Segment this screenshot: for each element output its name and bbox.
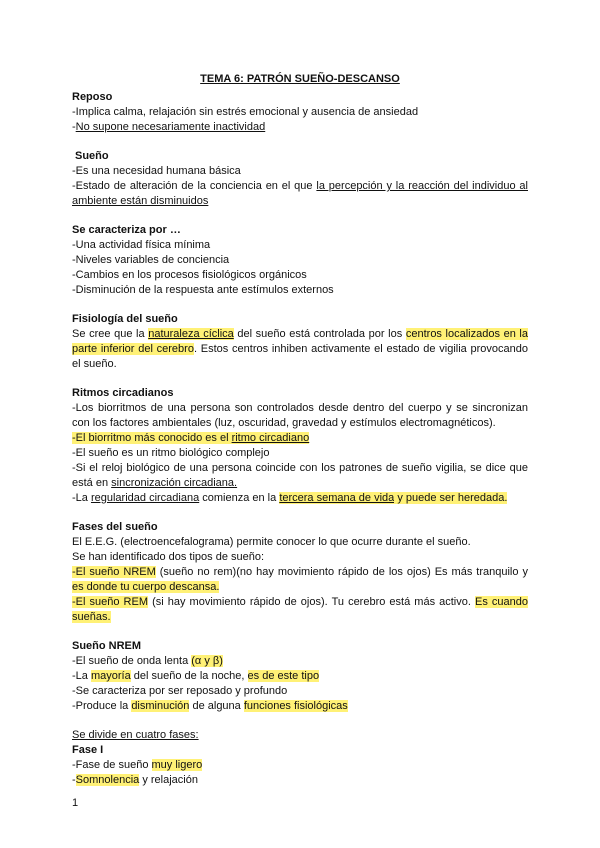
highlighted-text: es de este tipo xyxy=(247,670,320,682)
nrem-line-3: -Se caracteriza por ser reposado y profundo xyxy=(72,685,288,697)
sueno-line-2: -Estado de alteración de la conciencia en el que la percepción y la reacción del individuo al ambiente están disminuidos xyxy=(72,180,528,207)
fases-line-1: El E.E.G. (electroencefalograma) permite conocer lo que ocurre durante el sueño. xyxy=(72,536,471,548)
highlighted-text: y puede ser heredada. xyxy=(394,492,508,504)
caracteriza-item: -Cambios en los procesos fisiológicos orgánicos xyxy=(72,269,307,281)
highlighted-text: (α y β) xyxy=(191,655,223,667)
fisiologia-paragraph: Se cree que la naturaleza cíclica del sueño está controlada por los centros localizados en la parte inferior del cerebro. Estos centros inhiben activamente el estado de vigilia provocando el sueño. xyxy=(72,328,529,370)
reposo-line-1: -Implica calma, relajación sin estrés emocional y ausencia de ansiedad xyxy=(72,106,419,118)
underlined-text: No supone necesariamente inactividad xyxy=(75,121,266,133)
nrem-line-1: -El sueño de onda lenta (α y β) xyxy=(72,655,223,667)
fase1-line-2: -Somnolencia y relajación xyxy=(72,774,198,786)
caracteriza-item: -Disminución de la respuesta ante estímulos externos xyxy=(72,284,334,296)
heading-nrem: Sueño NREM xyxy=(72,640,142,652)
highlighted-text: ritmo circadiano xyxy=(231,432,310,444)
heading-sueno: Sueño xyxy=(75,150,109,162)
highlighted-text: El biorritmo más conocido es el xyxy=(75,432,232,444)
highlighted-text: funciones fisiológicas xyxy=(243,700,348,712)
page-number: 1 xyxy=(72,797,79,809)
highlighted-text: naturaleza cíclica xyxy=(148,328,234,340)
underlined-text: la percepción y la reacción del individuo al ambiente están disminuidos xyxy=(72,180,528,207)
caracteriza-item: -Una actividad física mínima xyxy=(72,239,211,251)
highlighted-text: Somnolencia xyxy=(75,774,140,786)
ritmos-line-5: -La regularidad circadiana comienza en la tercera semana de vida y puede ser heredada. xyxy=(72,492,508,504)
underlined-text: sincronización circadiana. xyxy=(111,477,238,489)
highlighted-text: Es cuando sueñas. xyxy=(72,596,528,623)
highlighted-text: -El sueño REM xyxy=(72,596,148,608)
heading-reposo: Reposo xyxy=(72,91,113,103)
fases-line-2: Se han identificado dos tipos de sueño: xyxy=(72,551,265,563)
sueno-line-1: -Es una necesidad humana básica xyxy=(72,165,241,177)
nrem-line-4: -Produce la disminución de alguna funciones fisiológicas xyxy=(72,700,348,712)
highlighted-text: centros localizados en la parte inferior del cerebro xyxy=(72,328,528,355)
highlighted-text: es donde tu cuerpo descansa. xyxy=(72,581,220,593)
heading-caracteriza: Se caracteriza por … xyxy=(72,224,181,236)
divide-line: Se divide en cuatro fases: xyxy=(72,729,199,741)
ritmos-line-4: -Si el reloj biológico de una persona coincide con los patrones de sueño vigilia, se dice que está en sincronización circadiana. xyxy=(72,462,528,489)
highlighted-text: disminución xyxy=(131,700,190,712)
heading-ritmos: Ritmos circadianos xyxy=(72,387,174,399)
ritmos-line-3: -El sueño es un ritmo biológico complejo xyxy=(72,447,270,459)
highlighted-text: mayoría xyxy=(90,670,131,682)
highlighted-text: muy ligero xyxy=(151,759,203,771)
fase1-line-1: -Fase de sueño muy ligero xyxy=(72,759,203,771)
ritmos-line-1: -Los biorritmos de una persona son controlados desde dentro del cuerpo y se sincronizan con los factores ambientales (luz, oscuridad, gravedad y estímulos electromagnéticos). xyxy=(72,402,528,429)
heading-fases: Fases del sueño xyxy=(72,521,158,533)
ritmos-line-2: -El biorritmo más conocido es el ritmo circadiano xyxy=(72,432,310,444)
fases-line-3: -El sueño NREM (sueño no rem)(no hay movimiento rápido de los ojos) Es más tranquilo y es donde tu cuerpo descansa. xyxy=(72,566,528,593)
heading-fisiologia: Fisiología del sueño xyxy=(72,313,178,325)
document-title: TEMA 6: PATRÓN SUEÑO-DESCANSO xyxy=(200,73,400,85)
heading-fase-1: Fase I xyxy=(72,744,104,756)
nrem-line-2: -La mayoría del sueño de la noche, es de este tipo xyxy=(72,670,320,682)
highlighted-text: -El sueño NREM xyxy=(72,566,156,578)
highlighted-text: tercera semana de vida xyxy=(279,492,395,504)
caracteriza-item: -Niveles variables de conciencia xyxy=(72,254,230,266)
document-page xyxy=(72,72,528,788)
reposo-line-2: -No supone necesariamente inactividad xyxy=(72,121,266,133)
underlined-text: regularidad circadiana xyxy=(90,492,200,504)
fases-line-4: -El sueño REM (si hay movimiento rápido de ojos). Tu cerebro está más activo. Es cuando sueñas. xyxy=(72,596,528,623)
